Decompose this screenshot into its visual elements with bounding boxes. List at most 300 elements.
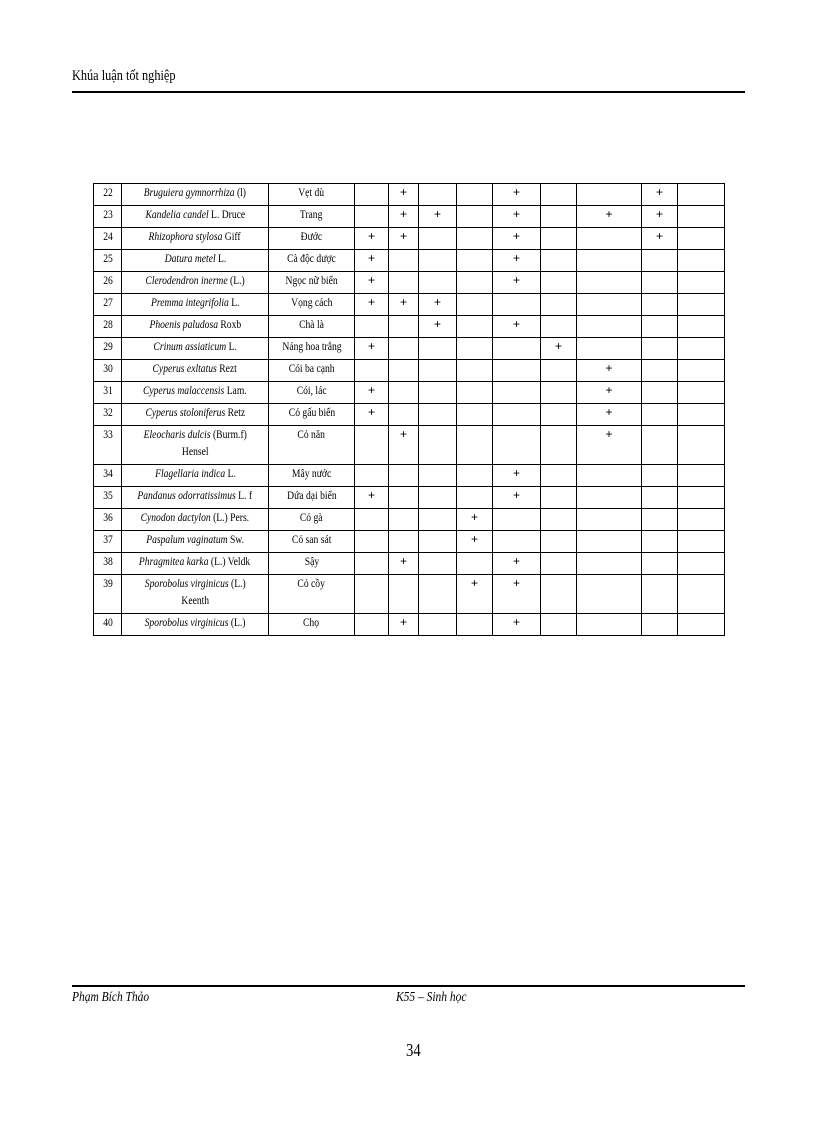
scientific-name: Cyperus exltatus: [152, 361, 218, 375]
presence-mark: +: [493, 206, 541, 228]
scientific-name: Clerodendron inerme: [145, 273, 228, 287]
presence-mark: +: [577, 206, 642, 228]
table-row: [94, 614, 725, 636]
row-number-text: 23: [102, 207, 113, 221]
row-number: [94, 487, 122, 509]
table-row: [94, 426, 725, 465]
row-number-text: 27: [102, 295, 113, 309]
row-number-text: 35: [102, 488, 113, 502]
presence-mark: +: [493, 184, 541, 206]
vietnamese-name: Cỏ gà: [300, 510, 323, 524]
presence-mark: [642, 338, 678, 360]
name-author: (l): [234, 185, 247, 199]
scientific-name-cell: [122, 509, 269, 531]
scientific-name-cell: [122, 575, 269, 614]
vietnamese-name-cell: [269, 338, 355, 360]
presence-mark: [355, 360, 389, 382]
vietnamese-name: Cói, lác: [296, 383, 327, 397]
scientific-name-cell: [122, 250, 269, 272]
presence-mark: [419, 426, 457, 465]
presence-mark: +: [389, 294, 419, 316]
presence-mark: [678, 465, 725, 487]
presence-mark: [457, 614, 493, 636]
row-number: [94, 465, 122, 487]
vietnamese-name-cell: [269, 184, 355, 206]
name-author: Roxb: [217, 317, 241, 331]
presence-mark: [457, 206, 493, 228]
presence-mark: [642, 250, 678, 272]
presence-mark: [355, 509, 389, 531]
page-number: 34: [406, 1040, 421, 1060]
row-number-text: 24: [102, 229, 113, 243]
presence-mark: [355, 531, 389, 553]
presence-mark: [541, 487, 577, 509]
scientific-name: Cyperus stoloniferus: [145, 405, 225, 419]
row-number: [94, 575, 122, 614]
presence-mark: [457, 487, 493, 509]
presence-mark: [389, 509, 419, 531]
scientific-name-cell: [122, 272, 269, 294]
table-row: [94, 465, 725, 487]
presence-mark: [419, 382, 457, 404]
vietnamese-name-cell: [269, 272, 355, 294]
presence-mark: [678, 426, 725, 465]
scientific-name: Cyperus malaccensis: [143, 383, 225, 397]
presence-mark: [642, 531, 678, 553]
footer-author: Phạm Bích Thảo: [72, 990, 150, 1005]
vietnamese-name: Cỏ san sát: [291, 532, 332, 546]
presence-mark: +: [493, 487, 541, 509]
row-number: [94, 404, 122, 426]
row-number-text: 34: [102, 466, 113, 480]
presence-mark: [419, 272, 457, 294]
presence-mark: [389, 250, 419, 272]
row-number: [94, 553, 122, 575]
presence-mark: [577, 553, 642, 575]
row-number: [94, 184, 122, 206]
header-divider: [72, 91, 745, 93]
presence-mark: [457, 250, 493, 272]
presence-mark: [678, 294, 725, 316]
presence-mark: [577, 531, 642, 553]
presence-mark: +: [457, 575, 493, 614]
name-author: L.: [228, 295, 240, 309]
scientific-name: Cynodon dactylon: [140, 510, 211, 524]
presence-mark: [355, 575, 389, 614]
presence-mark: [457, 294, 493, 316]
scientific-name-cell: [122, 531, 269, 553]
presence-mark: [541, 206, 577, 228]
name-author: L.: [215, 251, 226, 265]
presence-mark: [355, 553, 389, 575]
vietnamese-name-cell: [269, 206, 355, 228]
scientific-name: Sporobolus virginicus: [144, 615, 229, 629]
presence-mark: [389, 575, 419, 614]
table-row: [94, 382, 725, 404]
presence-mark: [678, 338, 725, 360]
table-row: [94, 531, 725, 553]
presence-mark: [541, 575, 577, 614]
presence-mark: +: [541, 338, 577, 360]
row-number: [94, 614, 122, 636]
presence-mark: +: [389, 426, 419, 465]
presence-mark: [541, 294, 577, 316]
scientific-name: Crinum assiaticum: [153, 339, 227, 353]
scientific-name: Datura metel: [164, 251, 216, 265]
page-header-title: Khúa luận tốt nghiệp: [72, 68, 176, 84]
scientific-name-cell: [122, 382, 269, 404]
row-number: [94, 426, 122, 465]
row-number-text: 28: [102, 317, 113, 331]
name-author: (L.) Veldk: [208, 554, 251, 568]
vietnamese-name-cell: [269, 404, 355, 426]
row-number: [94, 509, 122, 531]
footer-class: K55 – Sinh học: [396, 990, 467, 1005]
vietnamese-name-cell: [269, 360, 355, 382]
presence-mark: +: [389, 228, 419, 250]
presence-mark: +: [355, 250, 389, 272]
row-number: [94, 338, 122, 360]
scientific-name: Kandelia candel: [145, 207, 209, 221]
presence-mark: [642, 316, 678, 338]
presence-mark: [419, 553, 457, 575]
presence-mark: [457, 338, 493, 360]
row-number: [94, 360, 122, 382]
presence-mark: [642, 553, 678, 575]
name-author: L.: [224, 466, 236, 480]
presence-mark: [678, 360, 725, 382]
presence-mark: [457, 426, 493, 465]
presence-mark: [678, 553, 725, 575]
presence-mark: [541, 382, 577, 404]
scientific-name-cell: [122, 465, 269, 487]
name-author: (L.): [227, 273, 245, 287]
row-number-text: 36: [102, 510, 113, 524]
presence-mark: [493, 294, 541, 316]
presence-mark: [541, 426, 577, 465]
presence-mark: [577, 184, 642, 206]
vietnamese-name-cell: [269, 316, 355, 338]
presence-mark: [642, 487, 678, 509]
name-author: L.: [226, 339, 237, 353]
presence-mark: [678, 509, 725, 531]
presence-mark: +: [355, 382, 389, 404]
presence-mark: +: [493, 465, 541, 487]
vietnamese-name: Vẹt dù: [298, 185, 325, 199]
row-number-text: 40: [102, 615, 113, 629]
vietnamese-name: Cà độc dược: [287, 251, 336, 265]
presence-mark: +: [355, 338, 389, 360]
vietnamese-name-cell: [269, 426, 355, 465]
presence-mark: [419, 250, 457, 272]
vietnamese-name-cell: [269, 382, 355, 404]
presence-mark: +: [355, 228, 389, 250]
presence-mark: [389, 487, 419, 509]
presence-mark: +: [457, 509, 493, 531]
table-row: [94, 294, 725, 316]
presence-mark: [678, 184, 725, 206]
presence-mark: [642, 509, 678, 531]
vietnamese-name-cell: [269, 465, 355, 487]
presence-mark: [419, 228, 457, 250]
row-number: [94, 382, 122, 404]
presence-mark: [493, 338, 541, 360]
presence-mark: [577, 465, 642, 487]
table-row: [94, 360, 725, 382]
presence-mark: +: [493, 614, 541, 636]
vietnamese-name: Cỏ gấu biển: [288, 405, 335, 419]
presence-mark: [389, 272, 419, 294]
presence-mark: [541, 250, 577, 272]
presence-mark: [389, 382, 419, 404]
presence-mark: [577, 272, 642, 294]
vietnamese-name: Náng hoa trắng: [281, 339, 342, 353]
row-number: [94, 316, 122, 338]
presence-mark: [577, 294, 642, 316]
scientific-name-cell: [122, 228, 269, 250]
row-number: [94, 228, 122, 250]
presence-mark: [355, 465, 389, 487]
table-row: [94, 575, 725, 614]
row-number-text: 29: [102, 339, 113, 353]
scientific-name-cell: [122, 206, 269, 228]
presence-mark: +: [419, 206, 457, 228]
presence-mark: +: [355, 294, 389, 316]
scientific-name: Flagellaria indica: [154, 466, 225, 480]
vietnamese-name-cell: [269, 614, 355, 636]
row-number-text: 31: [102, 383, 113, 397]
presence-mark: +: [389, 614, 419, 636]
presence-mark: [642, 614, 678, 636]
presence-mark: [678, 316, 725, 338]
table-row: [94, 272, 725, 294]
presence-mark: [419, 360, 457, 382]
presence-mark: [642, 575, 678, 614]
name-author: (Burm.f): [210, 427, 247, 441]
row-number-text: 33: [102, 427, 113, 441]
name-author: L. Druce: [208, 207, 245, 221]
presence-mark: [493, 360, 541, 382]
scientific-name-cell: [122, 316, 269, 338]
presence-mark: [419, 487, 457, 509]
presence-mark: +: [642, 184, 678, 206]
presence-mark: [577, 338, 642, 360]
presence-mark: [457, 382, 493, 404]
presence-mark: [541, 272, 577, 294]
presence-mark: [419, 338, 457, 360]
vietnamese-name-cell: [269, 531, 355, 553]
presence-mark: [678, 228, 725, 250]
presence-mark: [457, 465, 493, 487]
scientific-name-cell: [122, 487, 269, 509]
row-number-text: 30: [102, 361, 113, 375]
presence-mark: [541, 316, 577, 338]
vietnamese-name-cell: [269, 575, 355, 614]
presence-mark: [493, 382, 541, 404]
presence-mark: [541, 228, 577, 250]
presence-mark: +: [577, 426, 642, 465]
presence-mark: +: [457, 531, 493, 553]
table-row: [94, 206, 725, 228]
presence-mark: [493, 531, 541, 553]
name-author: Lam.: [224, 383, 247, 397]
vietnamese-name: Vọng cách: [290, 295, 333, 309]
presence-mark: [642, 465, 678, 487]
presence-mark: +: [577, 382, 642, 404]
name-author: Retz: [224, 405, 245, 419]
vietnamese-name-cell: [269, 509, 355, 531]
presence-mark: [355, 426, 389, 465]
scientific-name: Paspalum vaginatum: [146, 532, 228, 546]
presence-mark: [577, 487, 642, 509]
presence-mark: [577, 316, 642, 338]
presence-mark: [355, 316, 389, 338]
presence-mark: [355, 206, 389, 228]
vietnamese-name: Cói ba cạnh: [288, 361, 335, 375]
presence-mark: [541, 465, 577, 487]
presence-mark: [642, 294, 678, 316]
presence-mark: [457, 553, 493, 575]
table-row: [94, 487, 725, 509]
vietnamese-name: Chọ: [303, 615, 320, 629]
scientific-name: Premma integrifolia: [150, 295, 229, 309]
vietnamese-name: Cỏ năn: [297, 427, 326, 441]
row-number-text: 39: [102, 576, 113, 590]
presence-mark: [541, 553, 577, 575]
presence-mark: +: [493, 228, 541, 250]
presence-mark: [541, 509, 577, 531]
vietnamese-name-cell: [269, 250, 355, 272]
presence-mark: [419, 509, 457, 531]
presence-mark: +: [355, 272, 389, 294]
presence-mark: +: [577, 360, 642, 382]
presence-mark: +: [355, 404, 389, 426]
presence-mark: [457, 316, 493, 338]
name-author: (L.): [228, 576, 246, 590]
scientific-name-cell: [122, 360, 269, 382]
scientific-name-cell: [122, 614, 269, 636]
presence-mark: [577, 509, 642, 531]
scientific-name-cell: [122, 426, 269, 465]
presence-mark: +: [493, 553, 541, 575]
presence-mark: [642, 404, 678, 426]
scientific-name-cell: [122, 294, 269, 316]
presence-mark: [577, 614, 642, 636]
row-number: [94, 206, 122, 228]
presence-mark: [541, 404, 577, 426]
presence-mark: [419, 614, 457, 636]
name-author-line2: Hensel: [181, 444, 209, 458]
name-author: Rezt: [217, 361, 238, 375]
table-row: [94, 184, 725, 206]
presence-mark: [678, 614, 725, 636]
vietnamese-name: Đước: [300, 229, 323, 243]
presence-mark: +: [493, 272, 541, 294]
presence-mark: [457, 404, 493, 426]
presence-mark: [355, 184, 389, 206]
row-number-text: 26: [102, 273, 113, 287]
presence-mark: +: [493, 316, 541, 338]
presence-mark: [541, 360, 577, 382]
row-number: [94, 531, 122, 553]
name-author: Giff: [222, 229, 242, 243]
presence-mark: +: [355, 487, 389, 509]
name-author: Sw.: [227, 532, 244, 546]
table-row: [94, 553, 725, 575]
presence-mark: [493, 426, 541, 465]
presence-mark: [389, 465, 419, 487]
presence-mark: +: [389, 553, 419, 575]
presence-mark: [577, 228, 642, 250]
presence-mark: [419, 531, 457, 553]
presence-mark: [642, 382, 678, 404]
name-author: (L.) Pers.: [210, 510, 250, 524]
row-number-text: 37: [102, 532, 113, 546]
scientific-name-cell: [122, 404, 269, 426]
row-number-text: 22: [102, 185, 113, 199]
presence-mark: [577, 575, 642, 614]
vietnamese-name: Chà là: [299, 317, 324, 331]
presence-mark: [389, 316, 419, 338]
presence-mark: [493, 404, 541, 426]
presence-mark: [678, 250, 725, 272]
presence-mark: [493, 509, 541, 531]
row-number-text: 25: [102, 251, 113, 265]
vietnamese-name: Sậy: [304, 554, 319, 568]
table-row: [94, 338, 725, 360]
presence-mark: [389, 404, 419, 426]
presence-mark: [457, 272, 493, 294]
row-number-text: 38: [102, 554, 113, 568]
scientific-name-cell: [122, 553, 269, 575]
presence-mark: [457, 184, 493, 206]
presence-mark: [541, 184, 577, 206]
name-author: L. f: [236, 488, 253, 502]
vietnamese-name: Trang: [300, 207, 323, 221]
presence-mark: [389, 360, 419, 382]
presence-mark: [541, 531, 577, 553]
vietnamese-name: Cỏ cồy: [297, 576, 326, 590]
presence-mark: [678, 382, 725, 404]
name-author: (L.): [228, 615, 246, 629]
scientific-name-cell: [122, 184, 269, 206]
row-number: [94, 250, 122, 272]
presence-mark: [389, 338, 419, 360]
presence-mark: [419, 575, 457, 614]
scientific-name: Eleocharis dulcis: [143, 427, 211, 441]
vietnamese-name-cell: [269, 294, 355, 316]
table-row: [94, 509, 725, 531]
presence-mark: +: [493, 250, 541, 272]
presence-mark: [678, 531, 725, 553]
scientific-name: Bruguiera gymnorrhiza: [143, 185, 235, 199]
vietnamese-name: Dứa dại biển: [286, 488, 337, 502]
presence-mark: [577, 250, 642, 272]
scientific-name: Rhizophora stylosa: [148, 229, 223, 243]
vietnamese-name-cell: [269, 553, 355, 575]
row-number: [94, 272, 122, 294]
presence-mark: [678, 404, 725, 426]
presence-mark: +: [389, 184, 419, 206]
presence-mark: [389, 531, 419, 553]
presence-mark: [678, 272, 725, 294]
name-author-line2: Keenth: [181, 593, 209, 607]
vietnamese-name-cell: [269, 228, 355, 250]
presence-mark: +: [419, 294, 457, 316]
presence-mark: [419, 404, 457, 426]
presence-mark: [678, 487, 725, 509]
row-number-text: 32: [102, 405, 113, 419]
